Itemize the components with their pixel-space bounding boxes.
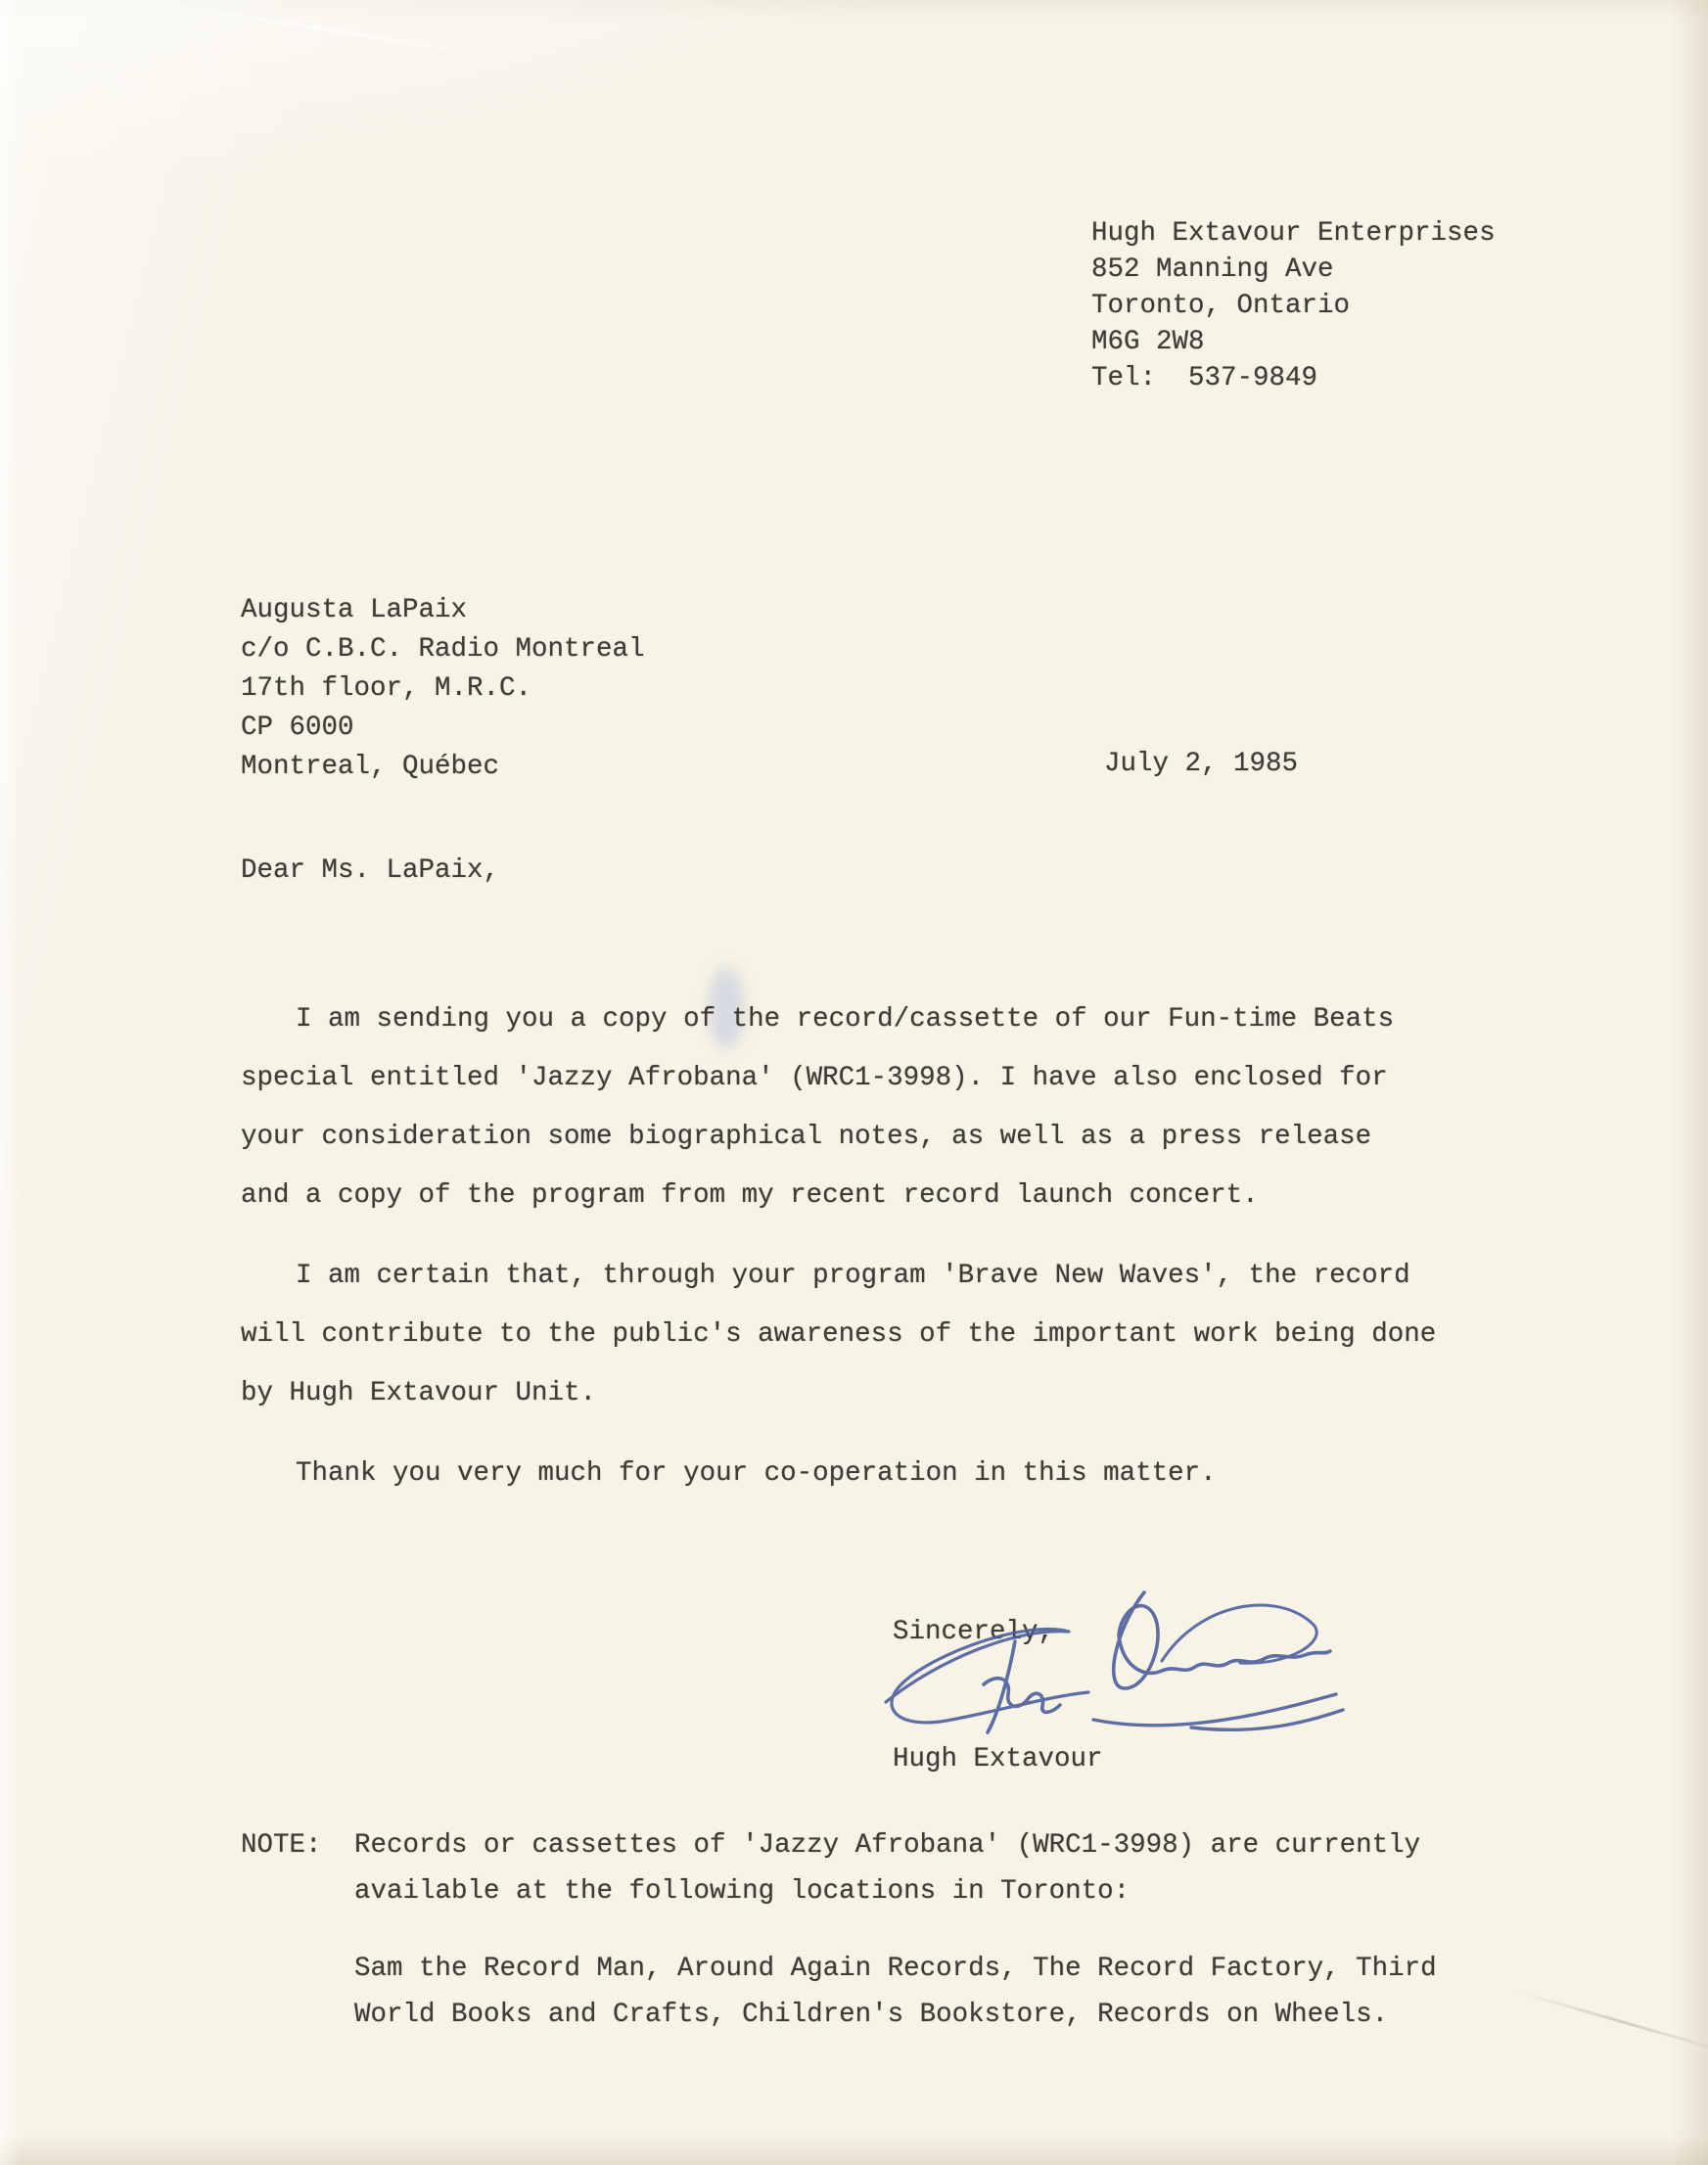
recipient-line: Montreal, Québec: [241, 752, 500, 782]
scan-highlight: [119, 0, 526, 63]
note-line: available at the following locations in Toronto:: [354, 1876, 1131, 1907]
note-line: Records or cassettes of 'Jazzy Afrobana' (WRC1-3998) are currently: [354, 1830, 1421, 1861]
paragraph-line: I am sending you a copy of the record/cassette of our Fun-time Beats: [296, 1004, 1395, 1035]
paragraph-2: [241, 1247, 1436, 1423]
locations-line: World Books and Crafts, Children's Bookstore, Records on Wheels.: [354, 2000, 1389, 2030]
sender-line: M6G 2W8: [1091, 327, 1205, 357]
sender-line: 852 Manning Ave: [1091, 254, 1334, 285]
paragraph-line: will contribute to the public's awareness of the important work being done: [241, 1319, 1437, 1350]
recipient-line: CP 6000: [241, 713, 354, 743]
paper-crease: [1516, 1990, 1708, 2054]
recipient-address: [241, 591, 645, 787]
locations-line: Sam the Record Man, Around Again Records, The Record Factory, Third: [354, 1954, 1437, 1984]
sender-line: Hugh Extavour Enterprises: [1091, 218, 1496, 249]
recipient-line: c/o C.B.C. Radio Montreal: [241, 634, 645, 665]
paragraph-line: Thank you very much for your co-operation in this matter.: [296, 1458, 1217, 1489]
sender-line: Toronto, Ontario: [1091, 291, 1351, 321]
signed-name: Hugh Extavour: [893, 1744, 1103, 1774]
note-locations: [354, 1946, 1437, 2038]
paragraph-line: your consideration some biographical notes, as well as a press release: [241, 1122, 1372, 1152]
paragraph-line: and a copy of the program from my recent record launch concert.: [241, 1180, 1259, 1211]
paragraph-1: [241, 990, 1394, 1225]
sender-line: Tel: 537-9849: [1091, 363, 1318, 393]
paragraph-line: by Hugh Extavour Unit.: [241, 1378, 597, 1408]
paragraph-3: [241, 1445, 1217, 1503]
paragraph-line: special entitled 'Jazzy Afrobana' (WRC1-3998). I have also enclosed for: [241, 1063, 1388, 1093]
paragraph-line: I am certain that, through your program 'Brave New Waves', the record: [296, 1261, 1410, 1291]
sender-address: [1091, 215, 1496, 396]
note-label: NOTE:: [241, 1830, 322, 1861]
recipient-line: Augusta LaPaix: [241, 595, 468, 625]
note-text: [354, 1822, 1420, 1914]
recipient-line: 17th floor, M.R.C.: [241, 673, 532, 704]
salutation: Dear Ms. LaPaix,: [241, 855, 500, 886]
closing: Sincerely,: [893, 1617, 1055, 1647]
letter-date: July 2, 1985: [1104, 749, 1299, 779]
